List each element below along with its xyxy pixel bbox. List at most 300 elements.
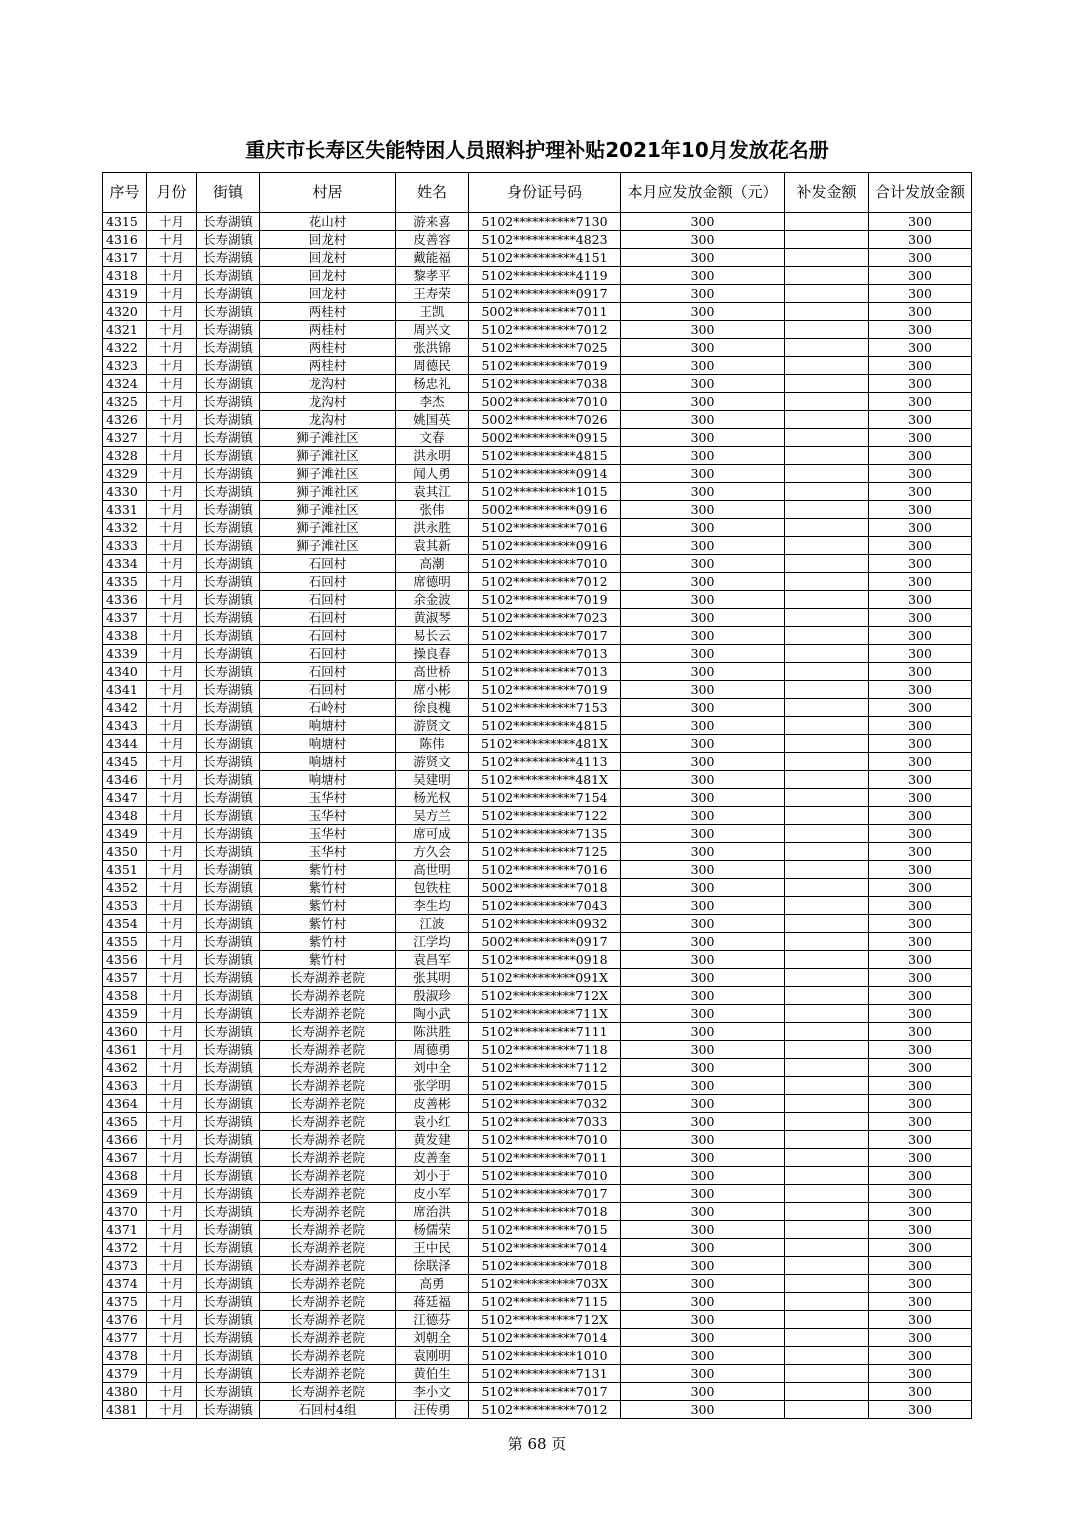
col-header-town: 街镇 — [197, 173, 260, 213]
col-header-back-pay: 补发金额 — [785, 173, 869, 213]
table-row — [103, 1041, 972, 1059]
table-row — [103, 861, 972, 879]
id-number-cell: 5102**********7033 — [469, 1113, 621, 1131]
month-cell: 十月 — [147, 879, 197, 897]
table-row — [103, 789, 972, 807]
total-cell: 300 — [869, 375, 972, 393]
name-cell: 袁昌军 — [396, 951, 469, 969]
table-body — [103, 213, 972, 1419]
serial-cell: 4360 — [103, 1023, 147, 1041]
name-cell: 戴能福 — [396, 249, 469, 267]
month-cell: 十月 — [147, 1347, 197, 1365]
month-cell: 十月 — [147, 843, 197, 861]
town-cell: 长寿湖镇 — [197, 987, 260, 1005]
id-number-cell: 5102**********0918 — [469, 951, 621, 969]
serial-cell: 4327 — [103, 429, 147, 447]
village-cell: 长寿湖养老院 — [260, 1059, 396, 1077]
back-pay-cell — [785, 1167, 869, 1185]
total-cell: 300 — [869, 1347, 972, 1365]
amount-due-cell: 300 — [621, 1023, 785, 1041]
serial-cell: 4317 — [103, 249, 147, 267]
town-cell: 长寿湖镇 — [197, 627, 260, 645]
month-cell: 十月 — [147, 627, 197, 645]
town-cell: 长寿湖镇 — [197, 1329, 260, 1347]
back-pay-cell — [785, 699, 869, 717]
village-cell: 长寿湖养老院 — [260, 1239, 396, 1257]
table-row — [103, 411, 972, 429]
serial-cell: 4333 — [103, 537, 147, 555]
back-pay-cell — [785, 1059, 869, 1077]
town-cell: 长寿湖镇 — [197, 1077, 260, 1095]
back-pay-cell — [785, 429, 869, 447]
village-cell: 长寿湖养老院 — [260, 1365, 396, 1383]
id-number-cell: 5102**********7015 — [469, 1221, 621, 1239]
town-cell: 长寿湖镇 — [197, 1059, 260, 1077]
month-cell: 十月 — [147, 1077, 197, 1095]
serial-cell: 4336 — [103, 591, 147, 609]
month-cell: 十月 — [147, 1203, 197, 1221]
month-cell: 十月 — [147, 645, 197, 663]
serial-cell: 4332 — [103, 519, 147, 537]
id-number-cell: 5102**********4119 — [469, 267, 621, 285]
village-cell: 玉华村 — [260, 789, 396, 807]
name-cell: 皮善彬 — [396, 1095, 469, 1113]
month-cell: 十月 — [147, 537, 197, 555]
id-number-cell: 5002**********0917 — [469, 933, 621, 951]
name-cell: 张学明 — [396, 1077, 469, 1095]
table-row — [103, 1311, 972, 1329]
amount-due-cell: 300 — [621, 987, 785, 1005]
name-cell: 洪永明 — [396, 447, 469, 465]
id-number-cell: 5102**********7125 — [469, 843, 621, 861]
serial-cell: 4341 — [103, 681, 147, 699]
serial-cell: 4371 — [103, 1221, 147, 1239]
total-cell: 300 — [869, 879, 972, 897]
village-cell: 石回村 — [260, 573, 396, 591]
id-number-cell: 5102**********4815 — [469, 447, 621, 465]
month-cell: 十月 — [147, 1059, 197, 1077]
serial-cell: 4379 — [103, 1365, 147, 1383]
amount-due-cell: 300 — [621, 699, 785, 717]
id-number-cell: 5102**********4151 — [469, 249, 621, 267]
total-cell: 300 — [869, 213, 972, 231]
table-row — [103, 1257, 972, 1275]
table-row — [103, 717, 972, 735]
amount-due-cell: 300 — [621, 537, 785, 555]
table-row — [103, 555, 972, 573]
back-pay-cell — [785, 1023, 869, 1041]
name-cell: 操良春 — [396, 645, 469, 663]
serial-cell: 4361 — [103, 1041, 147, 1059]
village-cell: 龙沟村 — [260, 411, 396, 429]
table-row — [103, 375, 972, 393]
back-pay-cell — [785, 393, 869, 411]
town-cell: 长寿湖镇 — [197, 357, 260, 375]
amount-due-cell: 300 — [621, 1077, 785, 1095]
town-cell: 长寿湖镇 — [197, 915, 260, 933]
town-cell: 长寿湖镇 — [197, 1041, 260, 1059]
amount-due-cell: 300 — [621, 465, 785, 483]
amount-due-cell: 300 — [621, 951, 785, 969]
amount-due-cell: 300 — [621, 483, 785, 501]
month-cell: 十月 — [147, 339, 197, 357]
village-cell: 两桂村 — [260, 303, 396, 321]
month-cell: 十月 — [147, 915, 197, 933]
table-row — [103, 663, 972, 681]
month-cell: 十月 — [147, 1257, 197, 1275]
town-cell: 长寿湖镇 — [197, 717, 260, 735]
town-cell: 长寿湖镇 — [197, 1311, 260, 1329]
back-pay-cell — [785, 375, 869, 393]
table-row — [103, 1167, 972, 1185]
name-cell: 洪永胜 — [396, 519, 469, 537]
back-pay-cell — [785, 519, 869, 537]
town-cell: 长寿湖镇 — [197, 951, 260, 969]
village-cell: 玉华村 — [260, 843, 396, 861]
amount-due-cell: 300 — [621, 771, 785, 789]
town-cell: 长寿湖镇 — [197, 1365, 260, 1383]
serial-cell: 4359 — [103, 1005, 147, 1023]
payment-roster-table — [102, 172, 972, 1419]
table-row — [103, 321, 972, 339]
table-row — [103, 1347, 972, 1365]
id-number-cell: 5102**********7019 — [469, 591, 621, 609]
id-number-cell: 5102**********7015 — [469, 1077, 621, 1095]
village-cell: 紫竹村 — [260, 861, 396, 879]
total-cell: 300 — [869, 1239, 972, 1257]
total-cell: 300 — [869, 303, 972, 321]
id-number-cell: 5102**********7017 — [469, 1383, 621, 1401]
amount-due-cell: 300 — [621, 1239, 785, 1257]
total-cell: 300 — [869, 249, 972, 267]
amount-due-cell: 300 — [621, 411, 785, 429]
village-cell: 长寿湖养老院 — [260, 1347, 396, 1365]
name-cell: 席小彬 — [396, 681, 469, 699]
back-pay-cell — [785, 753, 869, 771]
total-cell: 300 — [869, 1131, 972, 1149]
village-cell: 两桂村 — [260, 357, 396, 375]
back-pay-cell — [785, 1149, 869, 1167]
serial-cell: 4352 — [103, 879, 147, 897]
serial-cell: 4349 — [103, 825, 147, 843]
total-cell: 300 — [869, 411, 972, 429]
village-cell: 长寿湖养老院 — [260, 1311, 396, 1329]
serial-cell: 4345 — [103, 753, 147, 771]
table-row — [103, 1113, 972, 1131]
month-cell: 十月 — [147, 393, 197, 411]
back-pay-cell — [785, 807, 869, 825]
month-cell: 十月 — [147, 1041, 197, 1059]
amount-due-cell: 300 — [621, 681, 785, 699]
amount-due-cell: 300 — [621, 555, 785, 573]
table-row — [103, 825, 972, 843]
name-cell: 陈洪胜 — [396, 1023, 469, 1041]
total-cell: 300 — [869, 663, 972, 681]
amount-due-cell: 300 — [621, 429, 785, 447]
id-number-cell: 5102**********7016 — [469, 519, 621, 537]
amount-due-cell: 300 — [621, 933, 785, 951]
village-cell: 响塘村 — [260, 771, 396, 789]
id-number-cell: 5102**********481X — [469, 735, 621, 753]
month-cell: 十月 — [147, 231, 197, 249]
total-cell: 300 — [869, 789, 972, 807]
serial-cell: 4348 — [103, 807, 147, 825]
name-cell: 高世桥 — [396, 663, 469, 681]
serial-cell: 4366 — [103, 1131, 147, 1149]
amount-due-cell: 300 — [621, 1365, 785, 1383]
village-cell: 回龙村 — [260, 285, 396, 303]
town-cell: 长寿湖镇 — [197, 843, 260, 861]
id-number-cell: 5102**********7012 — [469, 573, 621, 591]
total-cell: 300 — [869, 1311, 972, 1329]
total-cell: 300 — [869, 1005, 972, 1023]
village-cell: 两桂村 — [260, 321, 396, 339]
table-row — [103, 969, 972, 987]
amount-due-cell: 300 — [621, 1311, 785, 1329]
month-cell: 十月 — [147, 771, 197, 789]
total-cell: 300 — [869, 1023, 972, 1041]
serial-cell: 4319 — [103, 285, 147, 303]
town-cell: 长寿湖镇 — [197, 303, 260, 321]
serial-cell: 4367 — [103, 1149, 147, 1167]
amount-due-cell: 300 — [621, 1167, 785, 1185]
id-number-cell: 5102**********7010 — [469, 555, 621, 573]
village-cell: 石回村 — [260, 663, 396, 681]
back-pay-cell — [785, 555, 869, 573]
id-number-cell: 5102**********7013 — [469, 645, 621, 663]
back-pay-cell — [785, 1275, 869, 1293]
amount-due-cell: 300 — [621, 1131, 785, 1149]
town-cell: 长寿湖镇 — [197, 1185, 260, 1203]
village-cell: 石回村 — [260, 681, 396, 699]
amount-due-cell: 300 — [621, 321, 785, 339]
amount-due-cell: 300 — [621, 1005, 785, 1023]
back-pay-cell — [785, 1221, 869, 1239]
serial-cell: 4337 — [103, 609, 147, 627]
table-row — [103, 699, 972, 717]
amount-due-cell: 300 — [621, 735, 785, 753]
back-pay-cell — [785, 1293, 869, 1311]
town-cell: 长寿湖镇 — [197, 1383, 260, 1401]
total-cell: 300 — [869, 771, 972, 789]
serial-cell: 4356 — [103, 951, 147, 969]
id-number-cell: 5102**********7018 — [469, 1203, 621, 1221]
amount-due-cell: 300 — [621, 267, 785, 285]
id-number-cell: 5102**********7011 — [469, 1149, 621, 1167]
id-number-cell: 5102**********7012 — [469, 1401, 621, 1419]
table-row — [103, 1131, 972, 1149]
village-cell: 石回村 — [260, 645, 396, 663]
village-cell: 长寿湖养老院 — [260, 1329, 396, 1347]
name-cell: 张其明 — [396, 969, 469, 987]
document-title: 重庆市长寿区失能特困人员照料护理补贴2021年10月发放花名册 — [245, 138, 829, 162]
back-pay-cell — [785, 735, 869, 753]
village-cell: 紫竹村 — [260, 879, 396, 897]
back-pay-cell — [785, 483, 869, 501]
serial-cell: 4335 — [103, 573, 147, 591]
total-cell: 300 — [869, 591, 972, 609]
id-number-cell: 5102**********7038 — [469, 375, 621, 393]
town-cell: 长寿湖镇 — [197, 1113, 260, 1131]
id-number-cell: 5102**********0932 — [469, 915, 621, 933]
total-cell: 300 — [869, 357, 972, 375]
name-cell: 蒋廷福 — [396, 1293, 469, 1311]
id-number-cell: 5102**********1015 — [469, 483, 621, 501]
name-cell: 高勇 — [396, 1275, 469, 1293]
back-pay-cell — [785, 249, 869, 267]
total-cell: 300 — [869, 267, 972, 285]
serial-cell: 4369 — [103, 1185, 147, 1203]
amount-due-cell: 300 — [621, 447, 785, 465]
village-cell: 狮子滩社区 — [260, 447, 396, 465]
amount-due-cell: 300 — [621, 843, 785, 861]
serial-cell: 4375 — [103, 1293, 147, 1311]
total-cell: 300 — [869, 987, 972, 1005]
town-cell: 长寿湖镇 — [197, 339, 260, 357]
back-pay-cell — [785, 789, 869, 807]
town-cell: 长寿湖镇 — [197, 1239, 260, 1257]
table-row — [103, 933, 972, 951]
id-number-cell: 5102**********7111 — [469, 1023, 621, 1041]
village-cell: 响塘村 — [260, 717, 396, 735]
town-cell: 长寿湖镇 — [197, 213, 260, 231]
village-cell: 长寿湖养老院 — [260, 969, 396, 987]
name-cell: 王寿荣 — [396, 285, 469, 303]
town-cell: 长寿湖镇 — [197, 771, 260, 789]
id-number-cell: 5002**********7026 — [469, 411, 621, 429]
amount-due-cell: 300 — [621, 249, 785, 267]
month-cell: 十月 — [147, 699, 197, 717]
amount-due-cell: 300 — [621, 807, 785, 825]
total-cell: 300 — [869, 1221, 972, 1239]
total-cell: 300 — [869, 897, 972, 915]
total-cell: 300 — [869, 1203, 972, 1221]
total-cell: 300 — [869, 321, 972, 339]
month-cell: 十月 — [147, 1365, 197, 1383]
total-cell: 300 — [869, 933, 972, 951]
amount-due-cell: 300 — [621, 897, 785, 915]
table-row — [103, 1005, 972, 1023]
table-row — [103, 339, 972, 357]
town-cell: 长寿湖镇 — [197, 789, 260, 807]
serial-cell: 4374 — [103, 1275, 147, 1293]
name-cell: 游来喜 — [396, 213, 469, 231]
month-cell: 十月 — [147, 861, 197, 879]
village-cell: 响塘村 — [260, 735, 396, 753]
total-cell: 300 — [869, 1293, 972, 1311]
village-cell: 玉华村 — [260, 807, 396, 825]
village-cell: 石回村 — [260, 609, 396, 627]
village-cell: 狮子滩社区 — [260, 537, 396, 555]
back-pay-cell — [785, 1347, 869, 1365]
month-cell: 十月 — [147, 1401, 197, 1419]
id-number-cell: 5102**********7023 — [469, 609, 621, 627]
town-cell: 长寿湖镇 — [197, 1095, 260, 1113]
month-cell: 十月 — [147, 429, 197, 447]
table-row — [103, 285, 972, 303]
total-cell: 300 — [869, 1167, 972, 1185]
id-number-cell: 5102**********712X — [469, 1311, 621, 1329]
id-number-cell: 5102**********7013 — [469, 663, 621, 681]
total-cell: 300 — [869, 231, 972, 249]
total-cell: 300 — [869, 735, 972, 753]
back-pay-cell — [785, 1041, 869, 1059]
back-pay-cell — [785, 987, 869, 1005]
col-header-serial: 序号 — [103, 173, 147, 213]
month-cell: 十月 — [147, 321, 197, 339]
serial-cell: 4320 — [103, 303, 147, 321]
serial-cell: 4322 — [103, 339, 147, 357]
name-cell: 席可成 — [396, 825, 469, 843]
serial-cell: 4347 — [103, 789, 147, 807]
amount-due-cell: 300 — [621, 393, 785, 411]
month-cell: 十月 — [147, 1311, 197, 1329]
name-cell: 张洪锦 — [396, 339, 469, 357]
town-cell: 长寿湖镇 — [197, 681, 260, 699]
month-cell: 十月 — [147, 1149, 197, 1167]
total-cell: 300 — [869, 627, 972, 645]
name-cell: 杨儒荣 — [396, 1221, 469, 1239]
town-cell: 长寿湖镇 — [197, 1293, 260, 1311]
id-number-cell: 5102**********7010 — [469, 1167, 621, 1185]
name-cell: 高潮 — [396, 555, 469, 573]
serial-cell: 4377 — [103, 1329, 147, 1347]
name-cell: 周德民 — [396, 357, 469, 375]
table-row — [103, 681, 972, 699]
amount-due-cell: 300 — [621, 1401, 785, 1419]
village-cell: 长寿湖养老院 — [260, 1113, 396, 1131]
month-cell: 十月 — [147, 717, 197, 735]
amount-due-cell: 300 — [621, 1293, 785, 1311]
month-cell: 十月 — [147, 1329, 197, 1347]
col-header-id-number: 身份证号码 — [469, 173, 621, 213]
total-cell: 300 — [869, 429, 972, 447]
id-number-cell: 5102**********4823 — [469, 231, 621, 249]
table-row — [103, 1221, 972, 1239]
name-cell: 李杰 — [396, 393, 469, 411]
back-pay-cell — [785, 645, 869, 663]
amount-due-cell: 300 — [621, 879, 785, 897]
table-row — [103, 609, 972, 627]
total-cell: 300 — [869, 1401, 972, 1419]
amount-due-cell: 300 — [621, 969, 785, 987]
id-number-cell: 5102**********1010 — [469, 1347, 621, 1365]
id-number-cell: 5102**********7019 — [469, 681, 621, 699]
total-cell: 300 — [869, 1095, 972, 1113]
month-cell: 十月 — [147, 555, 197, 573]
village-cell: 长寿湖养老院 — [260, 987, 396, 1005]
back-pay-cell — [785, 465, 869, 483]
village-cell: 长寿湖养老院 — [260, 1023, 396, 1041]
table-row — [103, 483, 972, 501]
name-cell: 江波 — [396, 915, 469, 933]
village-cell: 狮子滩社区 — [260, 483, 396, 501]
back-pay-cell — [785, 1383, 869, 1401]
amount-due-cell: 300 — [621, 717, 785, 735]
name-cell: 刘朝全 — [396, 1329, 469, 1347]
month-cell: 十月 — [147, 987, 197, 1005]
id-number-cell: 5002**********7018 — [469, 879, 621, 897]
id-number-cell: 5002**********0916 — [469, 501, 621, 519]
back-pay-cell — [785, 1401, 869, 1419]
name-cell: 游贤文 — [396, 717, 469, 735]
serial-cell: 4329 — [103, 465, 147, 483]
serial-cell: 4328 — [103, 447, 147, 465]
name-cell: 汪传勇 — [396, 1401, 469, 1419]
amount-due-cell: 300 — [621, 609, 785, 627]
name-cell: 陶小武 — [396, 1005, 469, 1023]
total-cell: 300 — [869, 1077, 972, 1095]
